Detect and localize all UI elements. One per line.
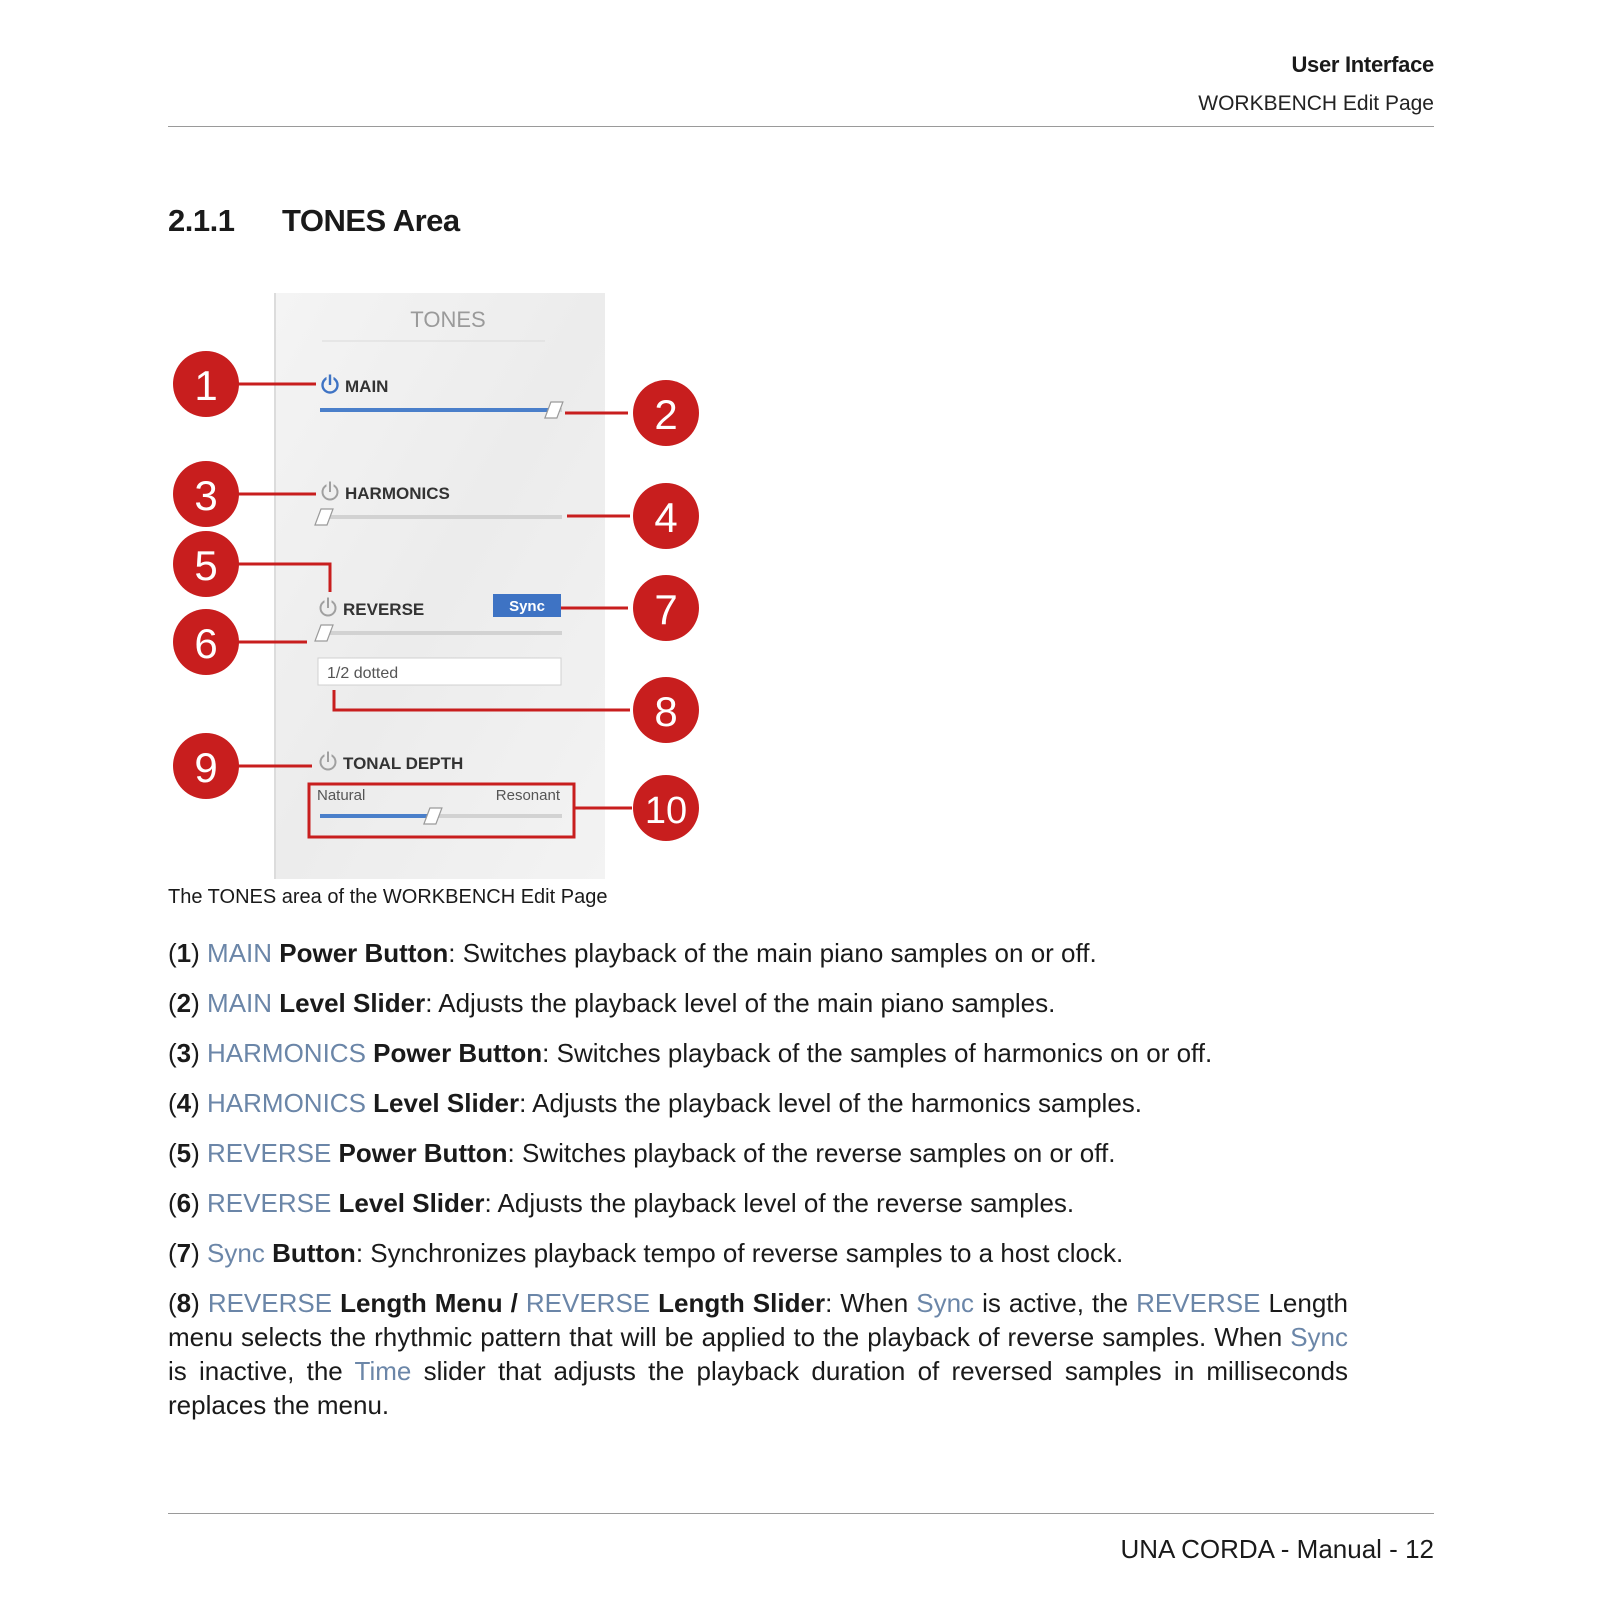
length-menu-value: 1/2 dotted <box>327 665 399 682</box>
svg-text:5: 5 <box>194 542 218 589</box>
svg-text:2: 2 <box>654 391 678 438</box>
callout-1 <box>173 351 239 417</box>
desc-item-8: (8) REVERSE Length Menu / REVERSE Length Slider: When Sync is active, the REVERSE Length menu selects the rhythmic pattern that will be applied to the playback of reverse samples. When Sync is inactive, the Time slider that adjusts the playback duration of reversed samples in milliseconds replaces the menu. <box>168 1288 1348 1420</box>
desc-item-6: (6) REVERSE Level Slider: Adjusts the playback level of the reverse samples. <box>168 1188 1075 1218</box>
harmonics-label: HARMONICS <box>345 484 450 503</box>
desc-item-1: (1) MAIN Power Button: Switches playback of the main piano samples on or off. <box>168 938 1097 968</box>
callout-2 <box>633 380 699 446</box>
callout-9 <box>173 733 239 799</box>
desc-item-7: (7) Sync Button: Synchronizes playback tempo of reverse samples to a host clock. <box>168 1238 1124 1268</box>
figure-caption: The TONES area of the WORKBENCH Edit Page <box>168 886 608 908</box>
panel-edge <box>274 293 276 879</box>
resonant-label: Resonant <box>495 787 560 804</box>
svg-text:6: 6 <box>194 620 218 667</box>
svg-text:4: 4 <box>654 494 678 541</box>
page-footer: UNA CORDA - Manual - 12 <box>1120 1534 1434 1564</box>
main-label: MAIN <box>345 377 389 396</box>
callout-3 <box>173 461 239 527</box>
callout-8 <box>633 677 699 743</box>
svg-text:10: 10 <box>644 790 688 832</box>
header-title: User Interface <box>1291 52 1434 77</box>
svg-text:8: 8 <box>654 688 678 735</box>
callout-10 <box>633 775 699 841</box>
reverse-label: REVERSE <box>343 600 425 619</box>
svg-text:1: 1 <box>194 362 218 409</box>
callout-7 <box>633 575 699 641</box>
desc-item-3: (3) HARMONICS Power Button: Switches playback of the samples of harmonics on or off. <box>168 1038 1213 1068</box>
tonal-depth-label: TONAL DEPTH <box>343 754 464 773</box>
svg-text:9: 9 <box>194 744 218 791</box>
footer-divider <box>168 1513 1434 1514</box>
section-number: 2.1.1 <box>168 203 235 238</box>
section-title: TONES Area <box>282 203 460 238</box>
callout-4 <box>633 483 699 549</box>
tones-area-figure <box>0 0 720 880</box>
reverse-length-menu[interactable] <box>318 658 561 685</box>
sync-button-label: Sync <box>509 598 545 615</box>
natural-label: Natural <box>317 787 366 804</box>
callout-5 <box>173 531 239 597</box>
svg-text:7: 7 <box>654 586 678 633</box>
svg-text:3: 3 <box>194 472 218 519</box>
header-subtitle: WORKBENCH Edit Page <box>1198 92 1434 115</box>
sync-button[interactable] <box>493 594 561 617</box>
desc-item-2: (2) MAIN Level Slider: Adjusts the playback level of the main piano samples. <box>168 988 1056 1018</box>
desc-item-5: (5) REVERSE Power Button: Switches playback of the reverse samples on or off. <box>168 1138 1116 1168</box>
panel-title: TONES <box>410 307 486 332</box>
desc-item-4: (4) HARMONICS Level Slider: Adjusts the playback level of the harmonics samples. <box>168 1088 1143 1118</box>
callout-6 <box>173 609 239 675</box>
